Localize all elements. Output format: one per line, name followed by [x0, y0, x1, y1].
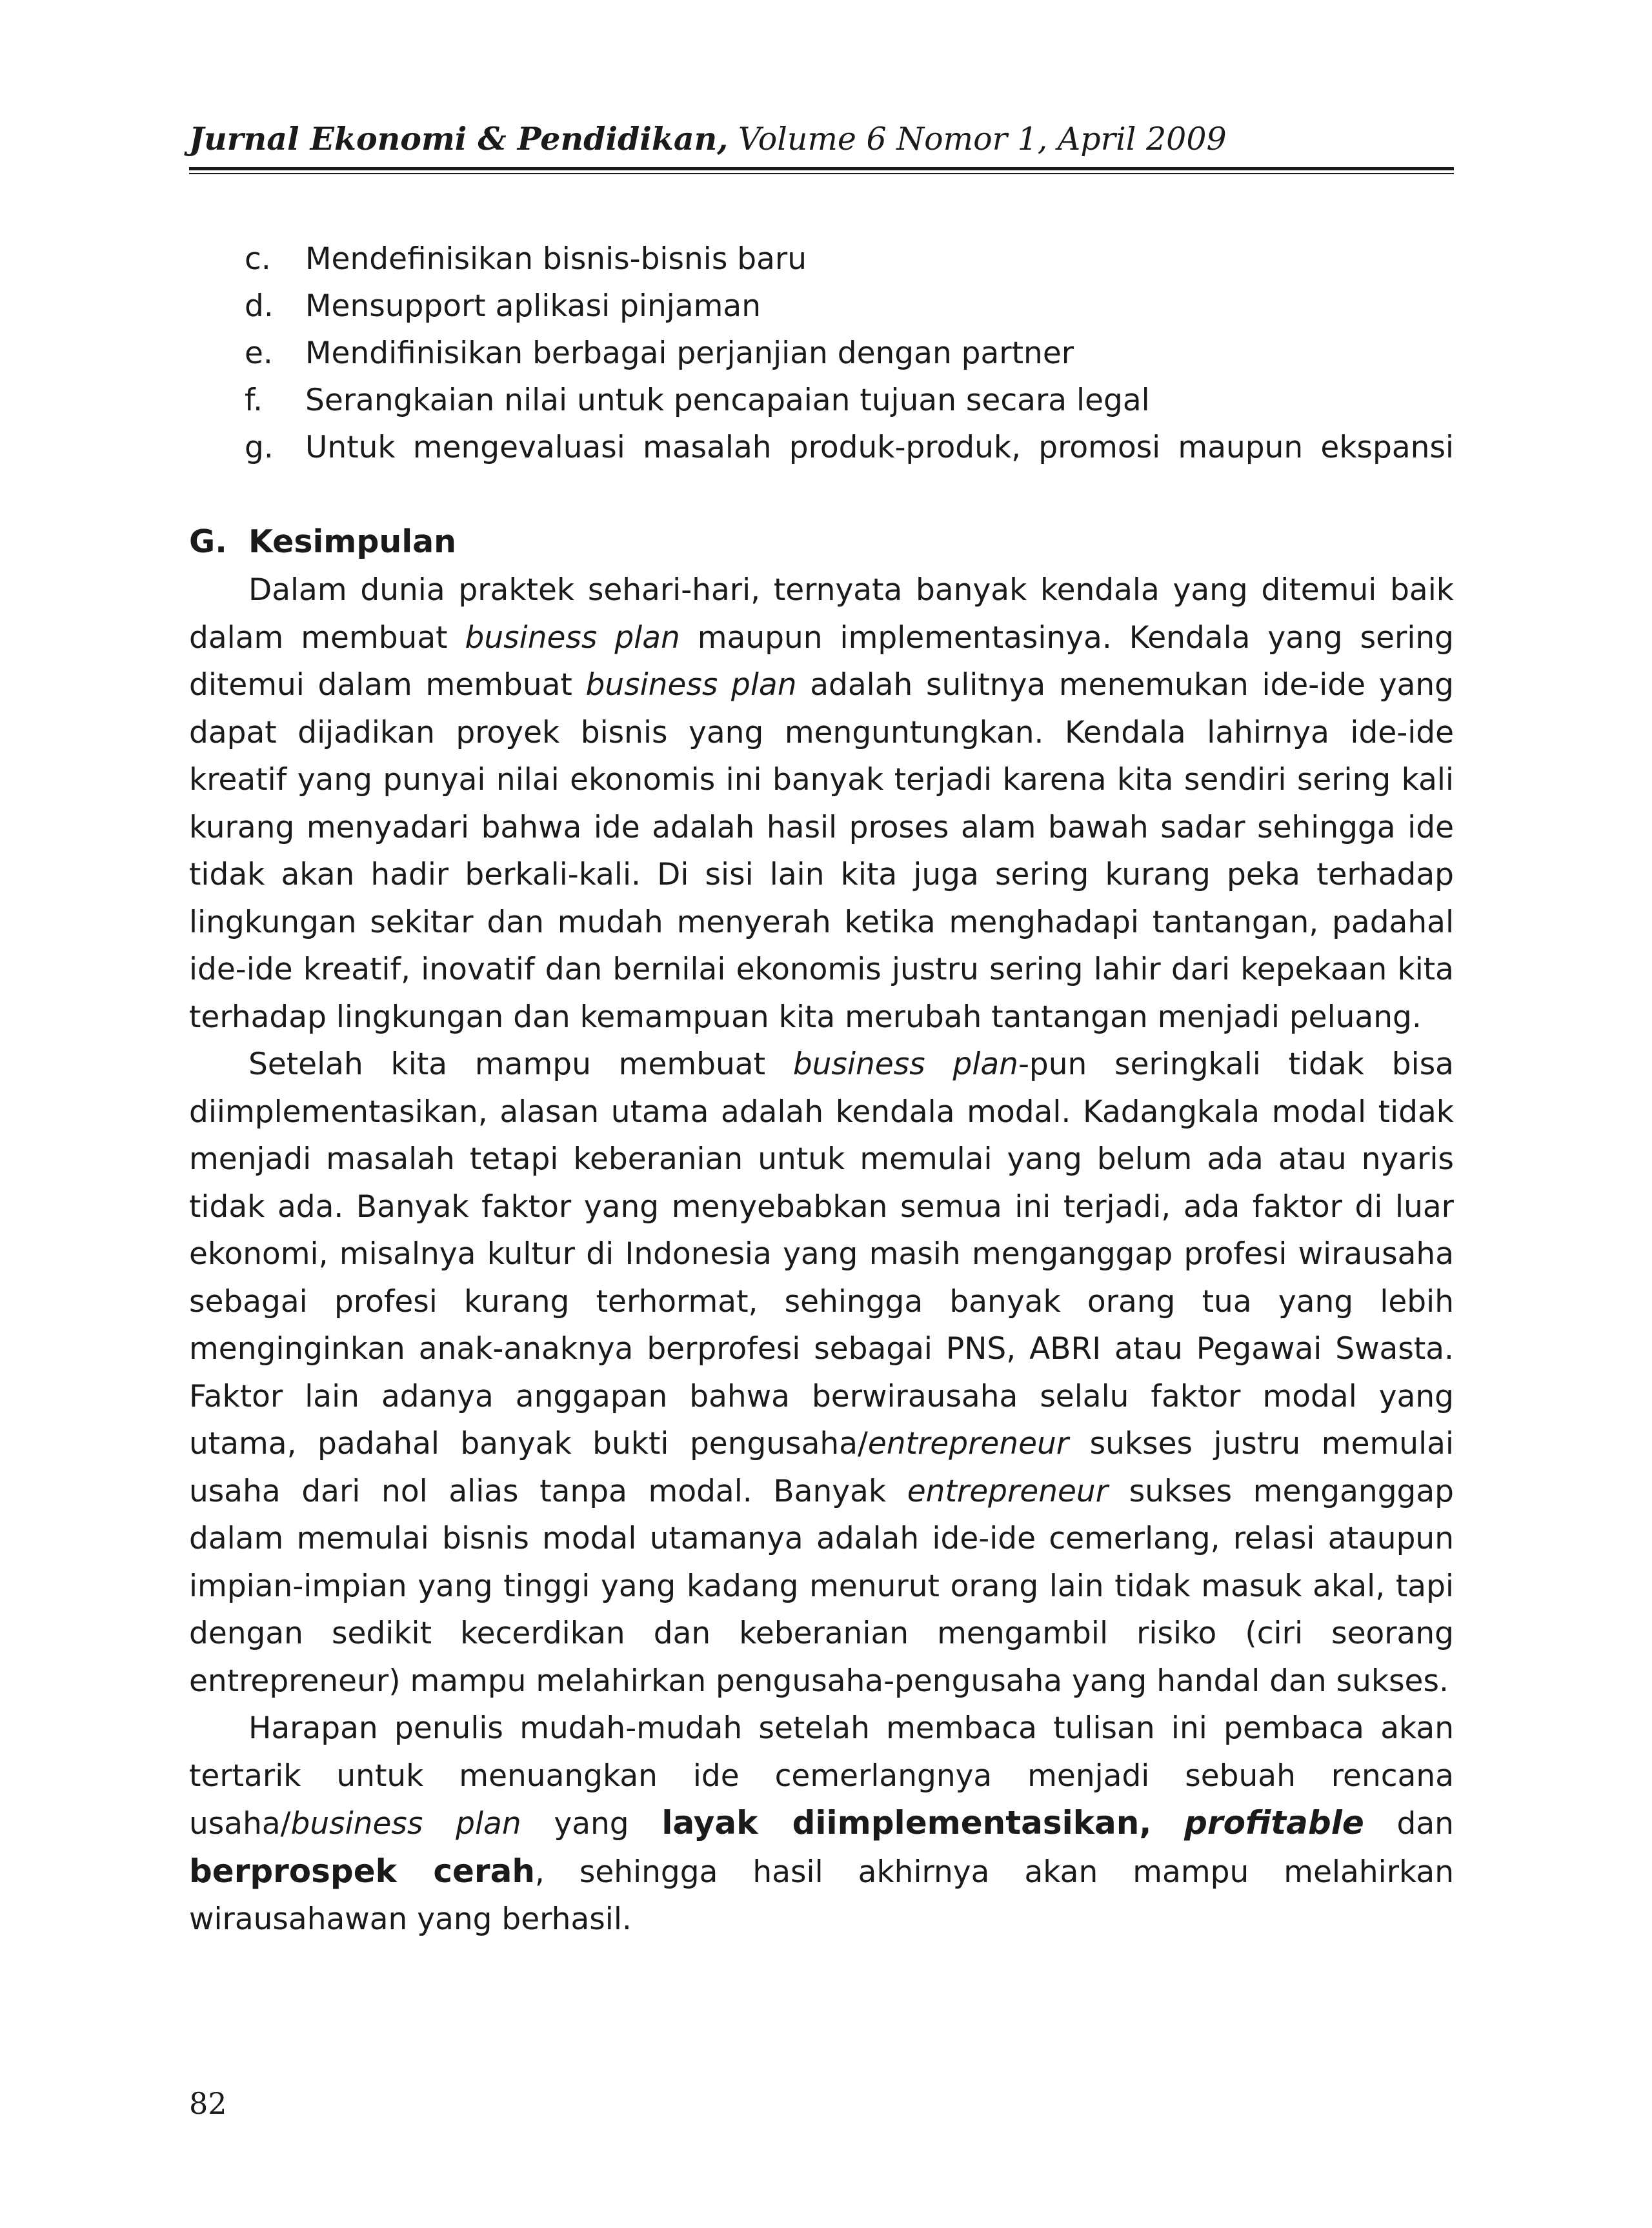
running-header [189, 116, 1454, 174]
italic-term: business plan [792, 1047, 1018, 1082]
text-run: , sehingga hasil akhirnya akan mampu melahirkan wirausahawan yang berhasil. [189, 1854, 1454, 1937]
text-run: sukses justru memulai usaha dari nol alias tanpa modal. Banyak [189, 1426, 1454, 1509]
list-item-text: Mendifinisikan berbagai perjanjian dengan partner [305, 336, 1074, 371]
italic-term: business plan [585, 667, 797, 703]
text-run [1151, 1806, 1184, 1842]
list-marker: g. [245, 430, 274, 465]
list-marker: d. [245, 288, 274, 324]
conclusion-body [189, 567, 1454, 1943]
text-run: adalah sulitnya menemukan ide-ide yang dapat dijadikan proyek bisnis yang menguntungkan. Kendala lahirnya ide-ide kreatif yang punyai nilai ekonomis ini banyak terjadi karena kita sendiri sering kali kurang menyadari bahwa ide adalah hasil proses alam bawah sadar sehingga ide tidak akan hadir berkali-kali. Di sisi lain kita juga sering kurang peka terhadap lingkungan sekitar dan mudah menyerah ketika menghadapi tantangan, padahal ide-ide kreatif, inovatif dan bernilai ekonomis justru sering lahir dari kepekaan kita terhadap lingkungan dan kemampuan kita merubah tantangan menjadi peluang. [189, 667, 1454, 1035]
section-letter: G. [189, 523, 227, 560]
bold-italic-term: profitable [1184, 1804, 1364, 1842]
text-run: -pun seringkali tidak bisa diimplementasikan, alasan utama adalah kendala modal. Kadangkala modal tidak menjadi masalah tetapi keberanian untuk memulai yang belum ada atau nyaris tidak ada. Banyak faktor yang menyebabkan semua ini terjadi, ada faktor di luar ekonomi, misalnya kultur di Indonesia yang masih menganggap profesi wirausaha sebagai profesi kurang terhormat, sehingga banyak orang tua yang lebih menginginkan anak-anaknya berprofesi sebagai PNS, ABRI atau Pegawai Swasta. Faktor lain adanya anggapan bahwa berwirausaha selalu faktor modal yang utama, padahal banyak bukti pengusaha/ [189, 1047, 1454, 1461]
list-item-text: Mendefinisikan bisnis-bisnis baru [305, 241, 807, 277]
list-item [189, 236, 1454, 283]
bold-phrase: layak diimplementasikan, [661, 1804, 1152, 1842]
list-item-text: Untuk mengevaluasi masalah produk-produk, promosi maupun ekspansi [305, 430, 1454, 465]
list-marker: e. [245, 336, 273, 371]
bold-phrase: berprospek cerah [189, 1852, 535, 1890]
list-item-text: Serangkaian nilai untuk pencapaian tujuan secara legal [305, 383, 1150, 418]
list-item-text: Mensupport aplikasi pinjaman [305, 288, 761, 324]
page-number: 82 [189, 2086, 227, 2121]
paragraph-3 [189, 1705, 1454, 1943]
journal-header-title [189, 116, 1454, 162]
text-run: Dalam dunia praktek sehari-hari, ternyata banyak kendala yang ditemui baik dalam membuat [189, 572, 1454, 656]
list-item [189, 424, 1454, 471]
list-item [189, 377, 1454, 424]
list-item [189, 330, 1454, 377]
section-heading [189, 519, 456, 565]
journal-name: Jurnal Ekonomi & Pendidikan, [189, 120, 729, 157]
list-marker: c. [245, 241, 271, 277]
section-title: Kesimpulan [248, 523, 457, 560]
text-run: yang [521, 1806, 662, 1842]
italic-term: entrepreneur [907, 1473, 1109, 1509]
italic-term: business plan [465, 619, 680, 656]
text-run: sukses menganggap dalam memulai bisnis modal utamanya adalah ide-ide cemerlang, relasi ataupun impian-impian yang tinggi yang kadang menurut orang lain tidak masuk akal, tapi dengan sedikit kecerdikan dan keberanian mengambil risiko (ciri seorang entrepreneur) mampu melahirkan pengusaha-pengusaha yang handal dan sukses. [189, 1473, 1454, 1699]
text-run: maupun implementasinya. Kendala yang sering ditemui dalam membuat [189, 619, 1455, 703]
journal-issue: Volume 6 Nomor 1, April 2009 [728, 121, 1227, 157]
text-run: Harapan penulis mudah-mudah setelah membaca tulisan ini pembaca akan tertarik untuk menuangkan ide cemerlangnya menjadi sebuah rencana usaha/ [189, 1711, 1454, 1842]
list-item [189, 283, 1454, 330]
paragraph-2 [189, 1041, 1454, 1705]
italic-term: business plan [290, 1806, 521, 1842]
header-double-rule [189, 167, 1454, 174]
continued-list [189, 236, 1454, 471]
paragraph-1 [189, 567, 1454, 1041]
text-run: dan [1364, 1806, 1454, 1842]
text-run: Setelah kita mampu membuat [248, 1047, 793, 1082]
italic-term: entrepreneur [867, 1426, 1069, 1461]
list-marker: f. [245, 383, 263, 418]
